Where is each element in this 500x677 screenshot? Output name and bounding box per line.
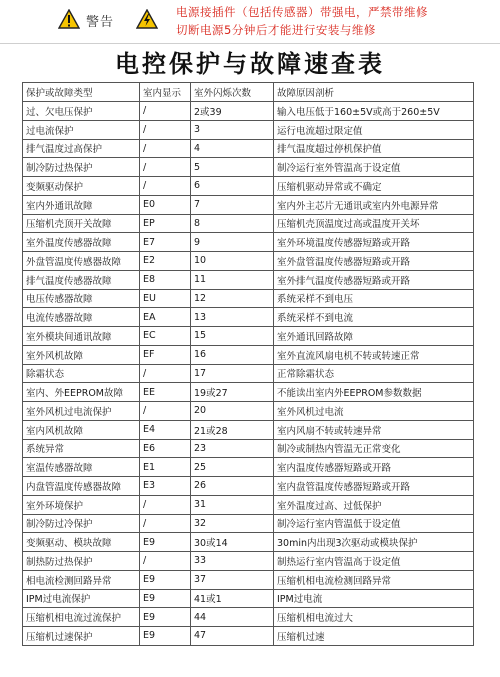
cell-cause-analysis: 压缩机过速 [274, 627, 474, 646]
table-row [23, 252, 474, 271]
electric-shock-icon [136, 9, 158, 29]
cell-cause-analysis: 压缩机相电流过大 [274, 608, 474, 627]
table-row [23, 533, 474, 552]
cell-fault-type: 制冷防过冷保护 [23, 514, 140, 533]
cell-outdoor-flash-count: 2或39 [191, 102, 274, 121]
table-row [23, 102, 474, 121]
table-row [23, 552, 474, 571]
cell-fault-type: 外盘管温度传感器故障 [23, 252, 140, 271]
cell-indoor-display: EE [140, 383, 191, 402]
cell-cause-analysis: 室外通讯回路故障 [274, 327, 474, 346]
cell-outdoor-flash-count: 7 [191, 195, 274, 214]
cell-indoor-display: E3 [140, 477, 191, 496]
cell-outdoor-flash-count: 31 [191, 495, 274, 514]
table-row [23, 327, 474, 346]
cell-outdoor-flash-count: 41或1 [191, 589, 274, 608]
table-row [23, 270, 474, 289]
cell-cause-analysis: 室外风机过电流 [274, 402, 474, 421]
table-row [23, 383, 474, 402]
cell-fault-type: 排气温度传感器故障 [23, 270, 140, 289]
cell-indoor-display: / [140, 514, 191, 533]
table-row [23, 608, 474, 627]
cell-fault-type: 除霜状态 [23, 364, 140, 383]
warning-banner [0, 0, 500, 44]
cell-cause-analysis: 制热运行室内管温高于设定值 [274, 552, 474, 571]
cell-fault-type: 排气温度过高保护 [23, 139, 140, 158]
cell-indoor-display: / [140, 495, 191, 514]
table-row [23, 439, 474, 458]
cell-cause-analysis: 排气温度超过停机保护值 [274, 139, 474, 158]
cell-outdoor-flash-count: 20 [191, 402, 274, 421]
cell-indoor-display: E9 [140, 608, 191, 627]
cell-cause-analysis: IPM过电流 [274, 589, 474, 608]
cell-indoor-display: E9 [140, 533, 191, 552]
cell-fault-type: 电流传感器故障 [23, 308, 140, 327]
table-row [23, 589, 474, 608]
warning-triangle-icon [58, 9, 80, 29]
cell-outdoor-flash-count: 19或27 [191, 383, 274, 402]
cell-indoor-display: EC [140, 327, 191, 346]
table-row [23, 495, 474, 514]
warning-line-2: 切断电源5分钟后才能进行安装与维修 [176, 23, 376, 37]
cell-fault-type: 过电流保护 [23, 120, 140, 139]
cell-indoor-display: / [140, 102, 191, 121]
table-row [23, 420, 474, 439]
cell-indoor-display: E6 [140, 439, 191, 458]
cell-indoor-display: E4 [140, 420, 191, 439]
header-outdoor-flash-count: 室外闪烁次数 [191, 83, 274, 102]
cell-outdoor-flash-count: 4 [191, 139, 274, 158]
cell-outdoor-flash-count: 8 [191, 214, 274, 233]
cell-cause-analysis: 室外环境温度传感器短路或开路 [274, 233, 474, 252]
cell-indoor-display: EA [140, 308, 191, 327]
cell-cause-analysis: 制冷运行室内管温低于设定值 [274, 514, 474, 533]
cell-outdoor-flash-count: 33 [191, 552, 274, 571]
cell-indoor-display: E2 [140, 252, 191, 271]
cell-cause-analysis: 室外排气温度传感器短路或开路 [274, 270, 474, 289]
cell-cause-analysis: 运行电流超过限定值 [274, 120, 474, 139]
cell-fault-type: 室内外通讯故障 [23, 195, 140, 214]
cell-indoor-display: / [140, 120, 191, 139]
cell-cause-analysis: 室内风扇不转或转速异常 [274, 420, 474, 439]
cell-outdoor-flash-count: 3 [191, 120, 274, 139]
cell-cause-analysis: 室内外主芯片无通讯或室内外电源异常 [274, 195, 474, 214]
cell-outdoor-flash-count: 9 [191, 233, 274, 252]
cell-fault-type: 过、欠电压保护 [23, 102, 140, 121]
cell-outdoor-flash-count: 5 [191, 158, 274, 177]
cell-cause-analysis: 室内盘管温度传感器短路或开路 [274, 477, 474, 496]
cell-outdoor-flash-count: 23 [191, 439, 274, 458]
warning-label: 警告 [86, 15, 115, 30]
fault-table [22, 82, 474, 646]
header-fault-type: 保护或故障类型 [23, 83, 140, 102]
cell-fault-type: 室外风机过电流保护 [23, 402, 140, 421]
cell-fault-type: 室内、外EEPROM故障 [23, 383, 140, 402]
table-row [23, 345, 474, 364]
cell-indoor-display: E9 [140, 627, 191, 646]
table-body [23, 102, 474, 646]
table-row [23, 158, 474, 177]
table-header-row [23, 83, 474, 102]
cell-fault-type: 室外温度传感器故障 [23, 233, 140, 252]
cell-cause-analysis: 输入电压低于160±5V或高于260±5V [274, 102, 474, 121]
cell-outdoor-flash-count: 44 [191, 608, 274, 627]
table-row [23, 458, 474, 477]
header-cause-analysis: 故障原因剖析 [274, 83, 474, 102]
cell-cause-analysis: 压缩机壳顶温度过高或温度开关坏 [274, 214, 474, 233]
cell-outdoor-flash-count: 16 [191, 345, 274, 364]
warning-text [176, 3, 496, 39]
cell-fault-type: 电压传感器故障 [23, 289, 140, 308]
table-row [23, 195, 474, 214]
table-row [23, 402, 474, 421]
table-row [23, 308, 474, 327]
table-row [23, 477, 474, 496]
cell-indoor-display: E9 [140, 589, 191, 608]
cell-cause-analysis: 30min内出现3次驱动或模块保护 [274, 533, 474, 552]
cell-fault-type: 内盘管温度传感器故障 [23, 477, 140, 496]
cell-fault-type: 变频驱动、模块故障 [23, 533, 140, 552]
table-row [23, 289, 474, 308]
cell-outdoor-flash-count: 30或14 [191, 533, 274, 552]
cell-cause-analysis: 室外直流风扇电机不转或转速正常 [274, 345, 474, 364]
cell-indoor-display: / [140, 552, 191, 571]
page-title: 电控保护与故障速查表 [115, 50, 385, 78]
cell-indoor-display: E8 [140, 270, 191, 289]
cell-indoor-display: E7 [140, 233, 191, 252]
cell-outdoor-flash-count: 47 [191, 627, 274, 646]
cell-outdoor-flash-count: 11 [191, 270, 274, 289]
warning-left [0, 0, 163, 44]
table-row [23, 139, 474, 158]
cell-fault-type: IPM过电流保护 [23, 589, 140, 608]
cell-indoor-display: EP [140, 214, 191, 233]
cell-cause-analysis: 室内温度传感器短路或开路 [274, 458, 474, 477]
cell-outdoor-flash-count: 6 [191, 177, 274, 196]
table-row [23, 214, 474, 233]
cell-outdoor-flash-count: 12 [191, 289, 274, 308]
cell-indoor-display: / [140, 364, 191, 383]
cell-outdoor-flash-count: 32 [191, 514, 274, 533]
cell-outdoor-flash-count: 21或28 [191, 420, 274, 439]
cell-fault-type: 制热防过热保护 [23, 552, 140, 571]
cell-indoor-display: / [140, 402, 191, 421]
cell-cause-analysis: 压缩机相电流检测回路异常 [274, 570, 474, 589]
cell-indoor-display: E1 [140, 458, 191, 477]
cell-cause-analysis: 系统采样不到电流 [274, 308, 474, 327]
cell-fault-type: 室外风机故障 [23, 345, 140, 364]
cell-fault-type: 压缩机过速保护 [23, 627, 140, 646]
cell-cause-analysis: 制冷运行室外管温高于设定值 [274, 158, 474, 177]
table-row [23, 120, 474, 139]
cell-outdoor-flash-count: 13 [191, 308, 274, 327]
table-row [23, 514, 474, 533]
cell-cause-analysis: 制冷或制热内管温无正常变化 [274, 439, 474, 458]
cell-fault-type: 制冷防过热保护 [23, 158, 140, 177]
table-row [23, 570, 474, 589]
cell-cause-analysis: 不能读出室内外EEPROM参数数据 [274, 383, 474, 402]
cell-indoor-display: E9 [140, 570, 191, 589]
cell-indoor-display: E0 [140, 195, 191, 214]
cell-indoor-display: EF [140, 345, 191, 364]
cell-outdoor-flash-count: 15 [191, 327, 274, 346]
cell-indoor-display: EU [140, 289, 191, 308]
table-row [23, 177, 474, 196]
cell-fault-type: 压缩机壳顶开关故障 [23, 214, 140, 233]
cell-indoor-display: / [140, 158, 191, 177]
cell-outdoor-flash-count: 26 [191, 477, 274, 496]
cell-outdoor-flash-count: 10 [191, 252, 274, 271]
cell-cause-analysis: 室外盘管温度传感器短路或开路 [274, 252, 474, 271]
table-row [23, 364, 474, 383]
table-row [23, 233, 474, 252]
cell-fault-type: 室温传感器故障 [23, 458, 140, 477]
cell-fault-type: 室外环境保护 [23, 495, 140, 514]
cell-cause-analysis: 系统采样不到电压 [274, 289, 474, 308]
cell-indoor-display: / [140, 139, 191, 158]
cell-fault-type: 室外模块间通讯故障 [23, 327, 140, 346]
warning-line-1: 电源接插件（包括传感器）带强电，严禁带维修 [176, 5, 428, 19]
cell-outdoor-flash-count: 17 [191, 364, 274, 383]
cell-indoor-display: / [140, 177, 191, 196]
table-row [23, 627, 474, 646]
cell-outdoor-flash-count: 25 [191, 458, 274, 477]
cell-cause-analysis: 正常除霜状态 [274, 364, 474, 383]
cell-fault-type: 变频驱动保护 [23, 177, 140, 196]
cell-outdoor-flash-count: 37 [191, 570, 274, 589]
cell-fault-type: 室内风机故障 [23, 420, 140, 439]
cell-cause-analysis: 室外温度过高、过低保护 [274, 495, 474, 514]
cell-fault-type: 压缩机相电流过流保护 [23, 608, 140, 627]
cell-fault-type: 系统异常 [23, 439, 140, 458]
cell-cause-analysis: 压缩机驱动异常或不确定 [274, 177, 474, 196]
header-indoor-display: 室内显示 [140, 83, 191, 102]
cell-fault-type: 相电流检测回路异常 [23, 570, 140, 589]
